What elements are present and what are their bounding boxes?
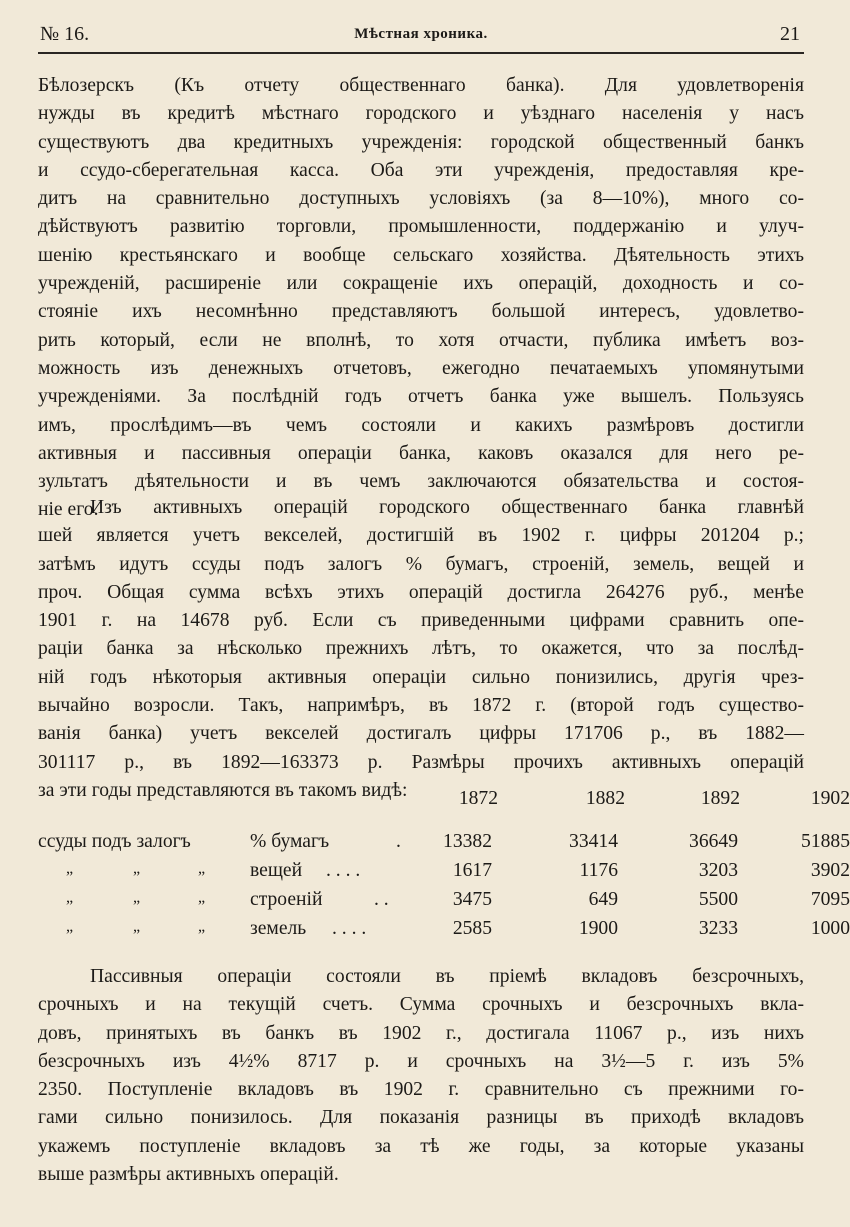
ditto-mark: „ (66, 918, 74, 935)
ditto-mark: „ (133, 860, 141, 877)
text-line: дитъ на сравнительно доступныхъ условіяхъ (за 8—10%), много со- (38, 188, 804, 210)
section-title: Мѣстная хроника. (354, 26, 488, 42)
text-line: гами сильно понизилось. Для показанія разницы въ приходѣ вкладовъ (38, 1107, 804, 1129)
table-cell: 1617 (452, 860, 492, 881)
text-line: имъ, прослѣдимъ—въ чемъ состояли и какихъ размѣровъ достигли (38, 414, 804, 436)
text-line: проч. Общая сумма всѣхъ этихъ операцій достигла 264276 руб., менѣе (38, 581, 804, 603)
table-cell: 2585 (452, 918, 492, 939)
leader-dots: . . . . (326, 860, 361, 881)
text-line: ній годъ нѣкоторыя активныя операціи сильно понизились, другія чрез- (38, 666, 804, 688)
paragraph-active-operations (38, 494, 804, 805)
ditto-mark: „ (198, 918, 206, 935)
text-line: срочныхъ и на текущій счетъ. Сумма срочныхъ и безсрочныхъ вкла- (38, 994, 804, 1016)
table-cell: 33414 (569, 831, 618, 852)
ditto-mark: „ (198, 860, 206, 877)
row-label: % бумагъ (250, 831, 330, 852)
text-line: дѣйствуютъ развитію торговли, промышленности, поддержанію и улуч- (38, 216, 804, 238)
table-cell: 3902 (810, 860, 850, 881)
row-label: строеній (250, 889, 323, 910)
row-label-main: ссуды подъ залогъ (38, 831, 191, 852)
text-line: зультатъ дѣятельности и въ чемъ заключаются обязательства и состоя- (38, 471, 804, 493)
leader-dots: . . . . (332, 918, 367, 939)
table-cell: 5500 (698, 889, 738, 910)
table-row (38, 918, 850, 946)
loans-table (38, 788, 850, 948)
text-line: безсрочныхъ изъ 4½% 8717 р. и срочныхъ на 3½—5 г. изъ 5% (38, 1050, 804, 1072)
year-header: 1882 (585, 788, 625, 809)
table-cell: 36649 (689, 831, 738, 852)
text-line: можность изъ денежныхъ отчетовъ, ежегодно печатаемыхъ упомянутыми (38, 357, 804, 379)
text-line: стояніе ихъ несомнѣнно представляютъ большой интересъ, удовлетво- (38, 301, 804, 323)
text-line: Бѣлозерскъ (Къ отчету общественнаго банка). Для удовлетворенія (38, 75, 804, 96)
text-line: 2350. Поступленіе вкладовъ въ 1902 г. сравнительно съ прежними го- (38, 1079, 804, 1101)
text-line: и ссудо-сберегательная касса. Оба эти учрежденія, предоставляя кре- (38, 159, 804, 181)
table-cell: 3475 (452, 889, 492, 910)
text-line: ніе его. (38, 499, 99, 521)
text-line: раціи банка за нѣсколько прежнихъ лѣтъ, то окажется, что за послѣд- (38, 638, 804, 660)
leader-dots: . (396, 831, 401, 852)
text-line: учрежденій, расширеніе или сокращеніе ихъ операцій, доходность и со- (38, 273, 804, 295)
text-line: Изъ активныхъ операцій городского общественнаго банка главнѣй (90, 497, 804, 518)
issue-number: № 16. (40, 23, 90, 45)
row-label: земель (250, 918, 307, 939)
table-row (38, 889, 850, 917)
text-line: выше размѣры активныхъ операцій. (38, 1164, 339, 1186)
ditto-mark: „ (198, 889, 206, 906)
text-line: ванія банка) учетъ векселей достигалъ цифры 171706 р., въ 1882— (38, 723, 804, 745)
text-line: рить который, если не вполнѣ, то хотя отчасти, публика имѣетъ воз- (38, 329, 804, 351)
text-line: довъ, принятыхъ въ банкъ въ 1902 г., достигала 11067 р., изъ нихъ (38, 1022, 804, 1044)
table-cell: 3233 (698, 918, 738, 939)
text-line: вычайно возросли. Такъ, напримѣръ, въ 1872 г. (второй годъ существо- (38, 695, 804, 717)
text-line: нужды въ кредитѣ мѣстнаго городского и уѣзднаго населенія у насъ (38, 103, 804, 125)
table-cell: 3203 (698, 860, 738, 881)
table-cell: 1176 (579, 860, 618, 881)
text-line: Пассивныя операціи состояли въ пріемѣ вкладовъ безсрочныхъ, (90, 966, 804, 987)
ditto-mark: „ (133, 889, 141, 906)
table-row (38, 860, 850, 888)
table-cell: 51885 (801, 831, 850, 852)
ditto-mark: „ (66, 889, 74, 906)
leader-dots: . . (374, 889, 389, 910)
table-cell: 7095 (810, 889, 850, 910)
table-row (38, 831, 850, 859)
text-line: за эти годы представляются въ такомъ видѣ: (38, 779, 408, 801)
text-line: учрежденіями. За послѣдній годъ отчетъ банка уже вышелъ. Пользуясь (38, 386, 804, 408)
page-number: 21 (780, 23, 800, 45)
text-line: существуютъ два кредитныхъ учрежденія: городской общественный банкъ (38, 131, 804, 153)
table-cell: 13382 (443, 831, 492, 852)
page-header (38, 20, 804, 54)
table-cell: 649 (588, 889, 618, 910)
table-cell: 1900 (578, 918, 618, 939)
text-line: укажемъ поступленіе вкладовъ за тѣ же годы, за которые указаны (38, 1135, 804, 1157)
year-header: 1872 (458, 788, 498, 809)
text-line: 1901 г. на 14678 руб. Если съ приведенными цифрами сравнить опе- (38, 610, 804, 632)
table-cell: 1000 (810, 918, 850, 939)
row-label: вещей (250, 860, 303, 881)
year-header: 1892 (700, 788, 740, 809)
text-line: затѣмъ идутъ ссуды подъ залогъ % бумагъ, строеній, земель, вещей и (38, 553, 804, 575)
year-header: 1902 (810, 788, 850, 809)
text-line: 301117 р., въ 1892—163373 р. Размѣры прочихъ активныхъ операцій (38, 751, 804, 773)
text-line: шенію крестьянскаго и вообще сельскаго хозяйства. Дѣятельность этихъ (38, 244, 804, 266)
ditto-mark: „ (133, 918, 141, 935)
text-line: шей является учетъ векселей, достигшій въ 1902 г. цифры 201204 р.; (38, 525, 804, 547)
ditto-mark: „ (66, 860, 74, 877)
paragraph-passive-operations (38, 963, 804, 1189)
paragraph-belozersk (38, 72, 804, 525)
text-line: активныя и пассивныя операціи банка, каковъ оказался для него ре- (38, 442, 804, 464)
